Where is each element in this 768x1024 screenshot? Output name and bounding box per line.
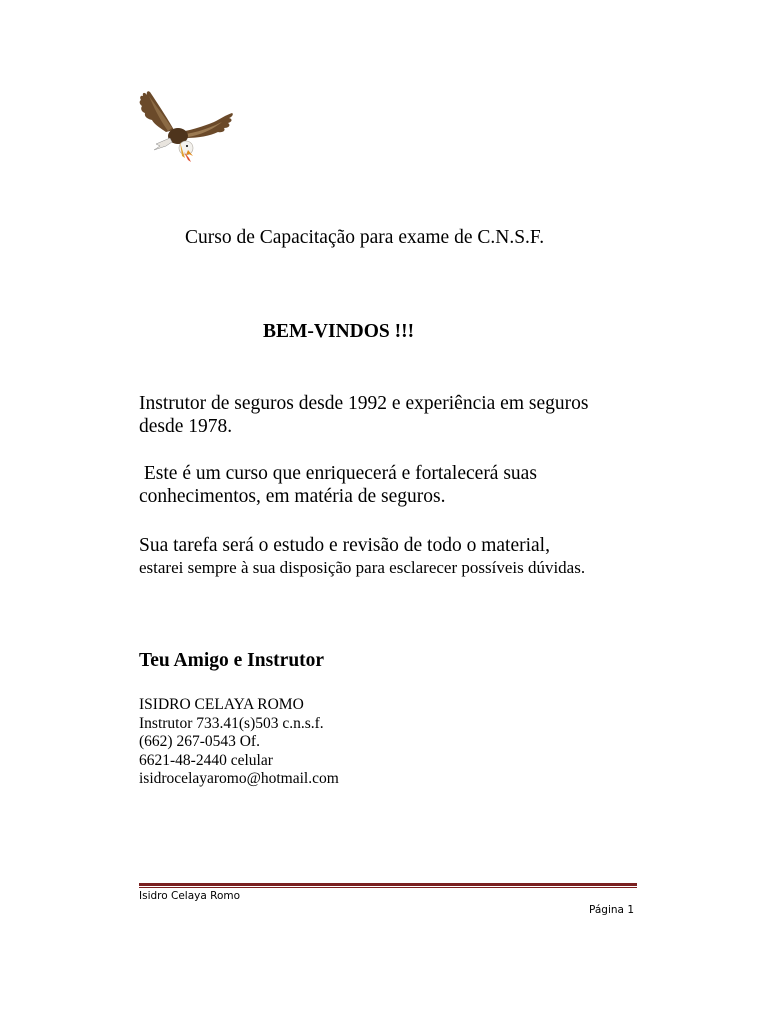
paragraph-line: estarei sempre à sua disposição para esclarecer possíveis dúvidas. [139, 558, 586, 577]
paragraph-course [139, 462, 537, 508]
paragraph-line: Sua tarefa será o estudo e revisão de todo o material, [139, 535, 550, 556]
paragraph-line: desde 1978. [139, 416, 233, 437]
signature-heading: Teu Amigo e Instrutor [139, 650, 325, 671]
paragraph-line: conhecimentos, em matéria de seguros. [139, 486, 446, 507]
paragraph-line: Este é um curso que enriquecerá e fortalecerá suas [139, 463, 537, 484]
footer-divider-thin [139, 887, 637, 888]
contact-name: ISIDRO CELAYA ROMO [139, 696, 304, 713]
paragraph-instructor [139, 392, 588, 438]
page-number: Página 1 [589, 904, 634, 916]
paragraph-line: Instrutor de seguros desde 1992 e experiência em seguros [139, 393, 589, 414]
contact-cell-phone: 6621-48-2440 celular [139, 751, 273, 769]
paragraph-task [139, 534, 585, 578]
welcome-heading: BEM-VINDOS !!! [263, 321, 415, 342]
document-title: Curso de Capacitação para exame de C.N.S.F. [185, 227, 545, 248]
footer-author: Isidro Celaya Romo [139, 890, 241, 902]
eagle-icon [136, 86, 238, 164]
contact-license: Instrutor 733.41(s)503 c.n.s.f. [139, 714, 324, 732]
contact-email[interactable]: isidrocelayaromo@hotmail.com [139, 770, 339, 787]
contact-office-phone: (662) 267-0543 Of. [139, 733, 260, 750]
contact-block [139, 696, 339, 789]
